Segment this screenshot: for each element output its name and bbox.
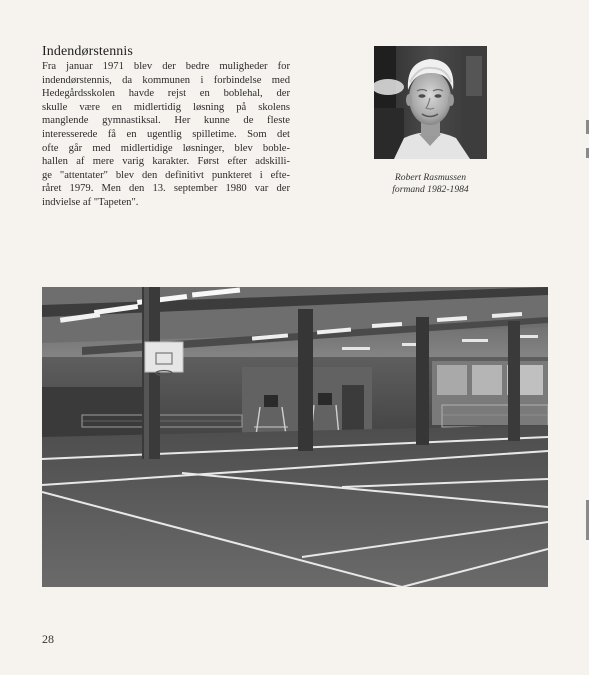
body-line: skulle være en midlertidig løsning på skolens: [42, 101, 290, 113]
body-line: ofte går med midlertidige løsninger, blev boble-: [42, 142, 290, 154]
body-line: manglende gymnastiksal. Her kunne de fleste: [42, 115, 290, 127]
body-line: indvielse af "Tapeten".: [42, 196, 139, 208]
tennis-hall-photo: [42, 287, 548, 587]
tennis-hall-illustration: [42, 287, 548, 587]
caption-role: formand 1982-1984: [392, 184, 469, 195]
portrait-photo: [374, 46, 487, 159]
body-line: ge "attentater" blev den definitivt punkteret i efte-: [42, 169, 290, 181]
portrait-illustration: [374, 46, 487, 159]
section-heading: Indendørstennis: [42, 44, 133, 59]
body-line: hallen af mere varig karakter. Først efter adskilli-: [42, 156, 290, 168]
body-line: råret 1979. Men den 13. september 1980 var der: [42, 183, 290, 195]
page-number: 28: [42, 632, 54, 646]
portrait-caption: [358, 172, 503, 196]
body-line: Fra januar 1971 blev der bedre muligheder for: [42, 61, 290, 72]
article-body: [42, 60, 290, 210]
body-line: Hedegårdsskolen havde rejst en boblehal, der: [42, 88, 290, 100]
caption-name: Robert Rasmussen: [394, 172, 467, 183]
body-line: interesserede få en ugentlig spilletime. Som det: [42, 128, 290, 140]
body-line: indendørstennis, da kommunen i forbindelse med: [42, 74, 290, 86]
